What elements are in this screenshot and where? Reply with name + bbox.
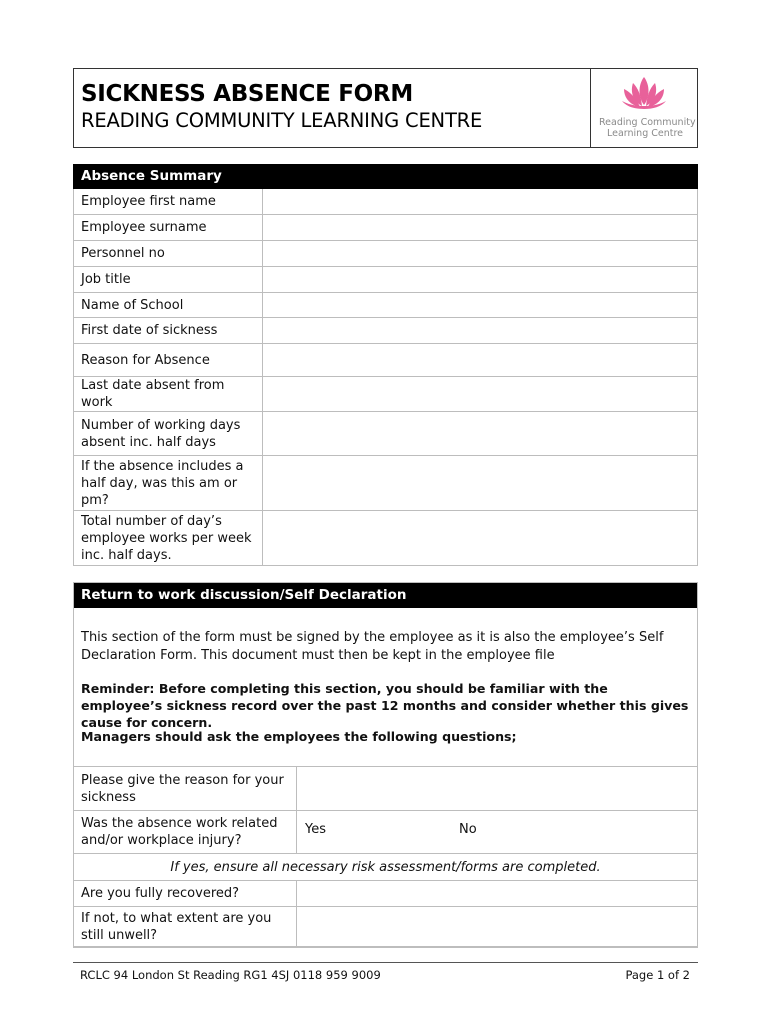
row-label: First date of sickness (74, 318, 263, 344)
form-header (73, 68, 698, 148)
row-label: Name of School (74, 293, 263, 318)
employee-surname-field[interactable] (263, 215, 698, 241)
page-number: Page 1 of 2 (625, 968, 690, 982)
question-label: If not, to what extent are you still unwell? (74, 907, 297, 948)
row-label: Personnel no (74, 241, 263, 267)
job-title-field[interactable] (263, 267, 698, 293)
question-label: Are you fully recovered? (74, 881, 297, 907)
reminder-paragraph: Reminder: Before completing this section, you should be familiar with the employee’s sickness record over the past 12 months and consider whether this gives cause for concern. (81, 681, 689, 730)
form-subtitle: READING COMMUNITY LEARNING CENTRE (81, 109, 483, 132)
half-day-am-pm-field[interactable] (263, 456, 698, 511)
last-date-absent-field[interactable] (263, 377, 698, 412)
logo-text-line2: Learning Centre (606, 128, 684, 139)
personnel-no-field[interactable] (263, 241, 698, 267)
fully-recovered-field[interactable] (297, 881, 698, 907)
row-label: Reason for Absence (74, 344, 263, 377)
employee-first-name-field[interactable] (263, 189, 698, 215)
reason-for-absence-field[interactable] (263, 344, 698, 377)
work-related-choice (297, 811, 698, 854)
footer-address: RCLC 94 London St Reading RG1 4SJ 0118 959 9009 (80, 968, 381, 982)
row-label: If the absence includes a half day, was this am or pm? (74, 456, 263, 511)
name-of-school-field[interactable] (263, 293, 698, 318)
extent-unwell-field[interactable] (297, 907, 698, 948)
return-to-work-heading: Return to work discussion/Self Declaration (74, 583, 697, 608)
logo-text-line1: Reading Community (599, 117, 696, 128)
absence-summary-heading: Absence Summary (74, 165, 698, 189)
absence-summary-table (73, 164, 698, 566)
row-label: Employee first name (74, 189, 263, 215)
footer-divider (73, 962, 698, 963)
yes-option[interactable]: Yes (305, 822, 326, 837)
working-days-absent-field[interactable] (263, 412, 698, 456)
form-title: SICKNESS ABSENCE FORM (81, 81, 413, 107)
row-label: Number of working days absent inc. half days (74, 412, 263, 456)
return-to-work-questions-table (73, 766, 698, 948)
row-label: Job title (74, 267, 263, 293)
no-option[interactable]: No (459, 822, 477, 837)
risk-assessment-note: If yes, ensure all necessary risk assessment/forms are completed. (74, 854, 698, 881)
row-label: Last date absent from work (74, 377, 263, 412)
logo (591, 69, 697, 147)
question-label: Was the absence work related and/or workplace injury? (74, 811, 297, 854)
self-declaration-paragraph: This section of the form must be signed by the employee as it is also the employee’s Self Declaration Form. This document must then be kept in the employee file (81, 630, 664, 663)
first-date-of-sickness-field[interactable] (263, 318, 698, 344)
question-label: Please give the reason for your sickness (74, 767, 297, 811)
row-label: Employee surname (74, 215, 263, 241)
row-label: Total number of day’s employee works per week inc. half days. (74, 511, 263, 566)
managers-note: Managers should ask the employees the following questions; (81, 729, 517, 744)
lotus-flower-icon (619, 75, 669, 115)
days-worked-per-week-field[interactable] (263, 511, 698, 566)
sickness-reason-field[interactable] (297, 767, 698, 811)
